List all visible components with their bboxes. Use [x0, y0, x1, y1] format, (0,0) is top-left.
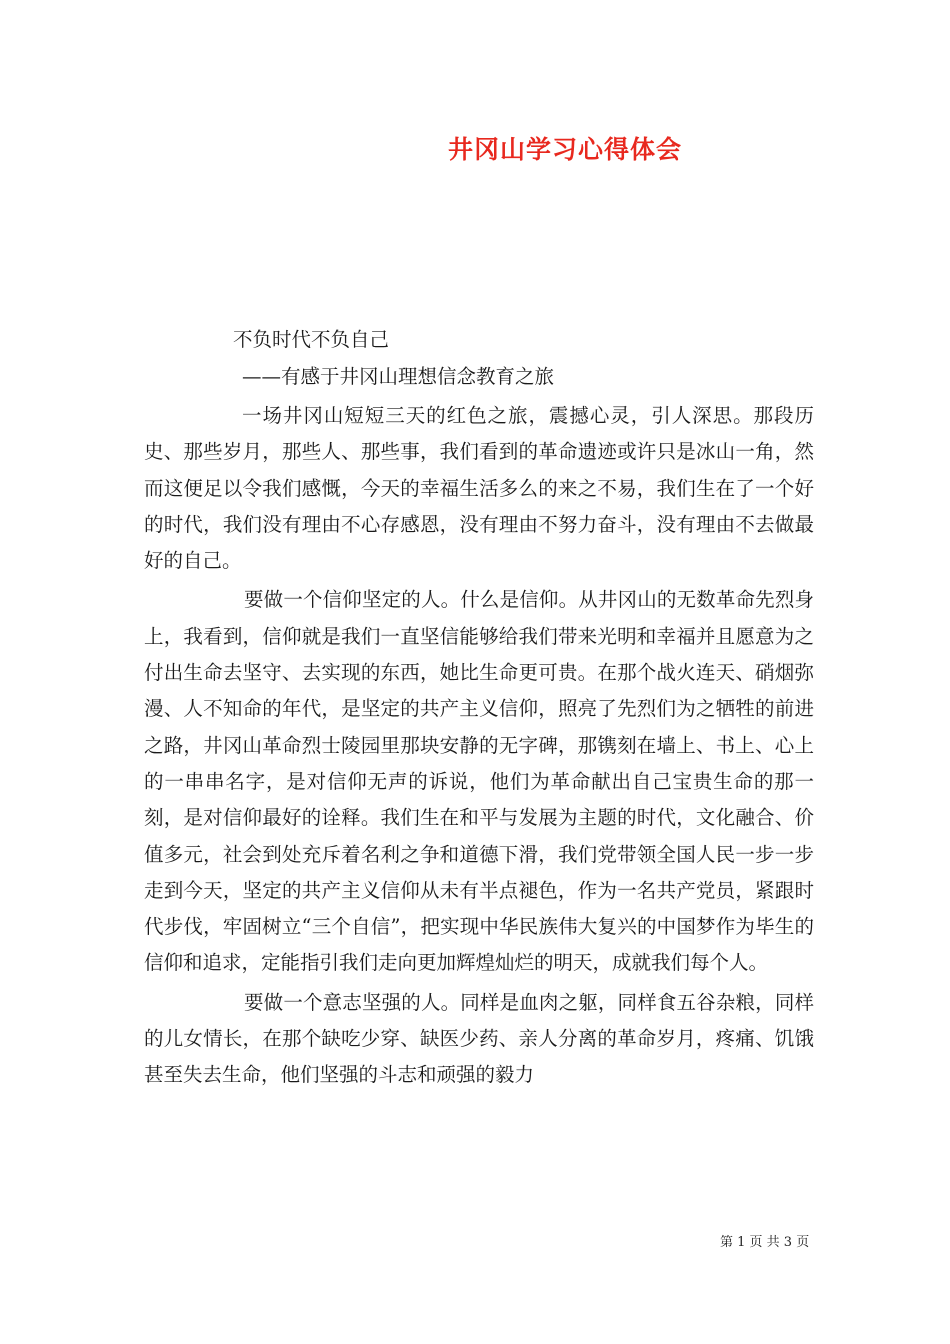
document-body	[144, 398, 814, 1094]
paragraph: 要做一个意志坚强的人。同样是血肉之躯，同样食五谷杂粮，同样的儿女情长，在那个缺吃少穿、缺医少药、亲人分离的革命岁月，疼痛、饥饿甚至失去生命，他们坚强的斗志和顽强的毅力	[144, 990, 814, 1087]
page-number-footer: 第 1 页 共 3 页	[720, 1235, 810, 1250]
paragraph: 一场井冈山短短三天的红色之旅，震撼心灵，引人深思。那段历史、那些岁月，那些人、那些事，我们看到的革命遗迹或许只是冰山一角，然而这便足以令我们感慨，今天的幸福生活多么的来之不易，我们生在了一个好的时代，我们没有理由不心存感恩，没有理由不努力奋斗，没有理由不去做最好的自己。	[144, 404, 814, 573]
page-title: 井冈山学习心得体会	[447, 135, 682, 164]
paragraph: 要做一个信仰坚定的人。什么是信仰。从井冈山的无数革命先烈身上，我看到，信仰就是我们一直坚信能够给我们带来光明和幸福并且愿意为之付出生命去坚守、去实现的东西，她比生命更可贵。在那个战火连天、硝烟弥漫、人不知命的年代，是坚定的共产主义信仰，照亮了先烈们为之牺牲的前进之路，井冈山革命烈士陵园里那块安静的无字碑，那镌刻在墙上、书上、心上的一串串名字，是对信仰无声的诉说，他们为革命献出自己宝贵生命的那一刻，是对信仰最好的诠释。我们生在和平与发展为主题的时代，文化融合、价值多元，社会到处充斥着名利之争和道德下滑，我们党带领全国人民一步一步走到今天，坚定的共产主义信仰从未有半点褪色，作为一名共产党员，紧跟时代步伐，牢固树立“三个自信”，把实现中华民族伟大复兴的中国梦作为毕生的信仰和追求，定能指引我们走向更加辉煌灿烂的明天，成就我们每个人。	[144, 588, 814, 975]
subtitle-main: 不负时代不负自己	[233, 328, 390, 351]
subtitle-sub: ——有感于井冈山理想信念教育之旅	[242, 365, 555, 388]
